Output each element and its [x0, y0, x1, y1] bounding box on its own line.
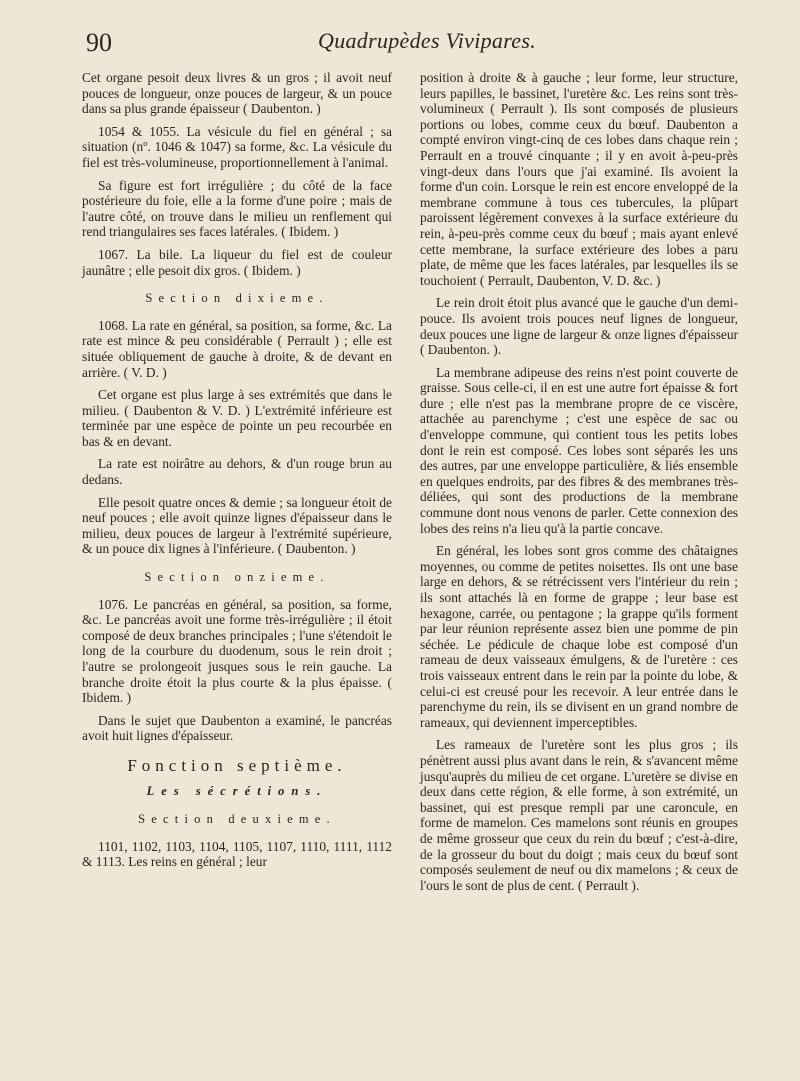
paragraph: Dans le sujet que Daubenton a examiné, le pancréas avoit huit lignes d'épaisseur.	[82, 712, 392, 744]
paragraph: Cet organe pesoit deux livres & un gros ; il avoit neuf pouces de longueur, onze pouces de largeur, & un pouce dans sa plus grande épaisseur ( Daubenton. )	[82, 70, 392, 117]
paragraph: Sa figure est fort irrégulière ; du côté de la face postérieure du foie, elle a la forme d'une poire ; mais de l'autre côté, on trouve dans le milieu un renflement qui rend triangulaires ses faces latérales. ( Ibidem. )	[82, 177, 392, 240]
paragraph: 1076. Le pancréas en général, sa position, sa forme, &c. Le pancréas avoit une forme très-irrégulière ; il étoit composé de deux branches principales ; l'une s'étendoit le long de la courbure du duodenum, sous le rein droit ; l'autre se prolongeoit jusques sous le rein gauche. La branche droite étoit la plus courte & la plus épaisse. ( Ibidem. )	[82, 596, 392, 706]
section-heading: Section dixieme.	[145, 291, 329, 306]
paragraph: Les rameaux de l'uretère sont les plus gros ; ils pénètrent aussi plus avant dans le rein, & s'avancent même jusqu'auprès du milieu de cet organe. L'uretère se divise en deux dans cette région, & elle forme, à son extrémité, un bassinet, qui est presque rempli par une caroncule, en forme de mamelon. Ces mamelons sont réunis en groupes de même grosseur que ceux du rein du bœuf ; c'est-à-dire, de la grosseur du bout du doigt ; mais ceux du bœuf sont composés seulement de neuf ou dix mamelons ; & ceux de l'ours le sont de plus de cent. ( Perrault ).	[420, 737, 738, 893]
function-heading: Fonction septième.	[127, 755, 347, 775]
section-heading: Section onzieme.	[144, 570, 330, 585]
section-heading: Section deuxieme.	[138, 812, 336, 827]
paragraph: 1054 & 1055. La vésicule du fiel en général ; sa situation (nº. 1046 & 1047) sa forme, &c. La vésicule du fiel est très-volumineuse, proportionnellement à l'animal.	[82, 123, 392, 170]
paragraph: La membrane adipeuse des reins n'est point couverte de graisse. Sous celle-ci, il en est une autre fort épaisse & fort dure ; elle n'est pas la membrane propre de ce viscère, attachée au parenchyme ; c'est une espèce de sac ou d'enveloppe commune, qui contient tous les petits lobes dont le rein est composé. Ces lobes sont séparés les uns des autres, par une enveloppe particulière, & liés ensemble en quelques endroits, par des fibres & des membranes très-déliées, qui sont des productions de la membrane commune dont nous venons de parler. Cette connexion des lobes des reins n'a lieu qu'à la partie concave.	[420, 364, 738, 536]
paragraph: La rate est noirâtre au dehors, & d'un rouge brun au dedans.	[82, 456, 392, 488]
paragraph: 1067. La bile. La liqueur du fiel est de couleur jaunâtre ; elle pesoit dix gros. ( Ibidem. )	[82, 246, 392, 278]
left-column	[82, 70, 392, 877]
paragraph: 1101, 1102, 1103, 1104, 1105, 1107, 1110, 1111, 1112 & 1113. Les reins en général ; leur	[82, 838, 392, 870]
paragraph: position à droite & à gauche ; leur forme, leur structure, leurs papilles, le bassinet, l'uretère &c. Les reins sont très-volumineux ( Perrault ). Ils sont composés de plusieurs portions ou lobes, comme ceux du bœuf. Daubenton a compté environ vingt-cinq de ces lobes dans chaque rein ; Perrault en a trouvé cinquante ; il y en avoit à-peu-près vingt-deux dans l'ours que j'ai examiné. Ils avoient la forme d'un coin. Lorsque le rein est encore enveloppé de la membrane commune à tous ces tubercules, la plûpart paroissent légèrement convexes à la surface extérieure du rein, à-peu-près comme ceux du bœuf ; mais ayant enlevé cette membrane, la surface extérieure des lobes a paru plate, de même que les faces latérales, par lesquelles ils se touchoient ( Perrault, Daubenton, V. D. &c. )	[420, 70, 738, 288]
page-number: 90	[86, 28, 112, 57]
running-title: Quadrupèdes Vivipares.	[318, 28, 537, 53]
function-subheading: Les sécrétions.	[146, 783, 328, 798]
paragraph: Le rein droit étoit plus avancé que le gauche d'un demi-pouce. Ils avoient trois pouces neuf lignes de longueur, deux pouces une ligne de largeur & onze lignes d'épaisseur ( Daubenton. ).	[420, 295, 738, 358]
paragraph: 1068. La rate en général, sa position, sa forme, &c. La rate est mince & peu considérable ( Perrault ) ; elle est située obliquement de gauche à droite, & de devant en arrière. ( V. D. )	[82, 317, 392, 380]
paragraph: Cet organe est plus large à ses extrémités que dans le milieu. ( Daubenton & V. D. ) L'extrémité inférieure est terminée par une espèce de pointe un peu recourbée en bas & en devant.	[82, 387, 392, 449]
page-header	[86, 22, 740, 62]
paragraph: Elle pesoit quatre onces & demie ; sa longueur étoit de neuf pouces ; elle avoit quinze lignes d'épaisseur dans le milieu, deux pouces de largeur à l'extrémité supérieure, & un pouce dix lignes à l'inférieure. ( Daubenton. )	[82, 494, 392, 557]
right-column	[420, 70, 738, 900]
paragraph: En général, les lobes sont gros comme des châtaignes moyennes, ou comme de petites noisettes. Ils ont une base large en dehors, & se rétrécissent vers l'intérieur du rein ; ils sont attachés là en forme de grappe ; leur base est hexagone, carrée, ou pentagone ; la grappe qu'ils forment par leur réunion représente assez bien une pomme de pin séchée. Le pédicule de chaque lobe est composé d'un rameau de deux vaisseaux émulgens, & de l'uretère : ces trois vaisseaux entrent dans le rein par la pointe du lobe, & celui-ci est creusé pour les recevoir. A leur entrée dans le parenchyme du rein, ils se divisent en un grand nombre de rameaux, qui deviennent imperceptibles.	[420, 543, 738, 730]
